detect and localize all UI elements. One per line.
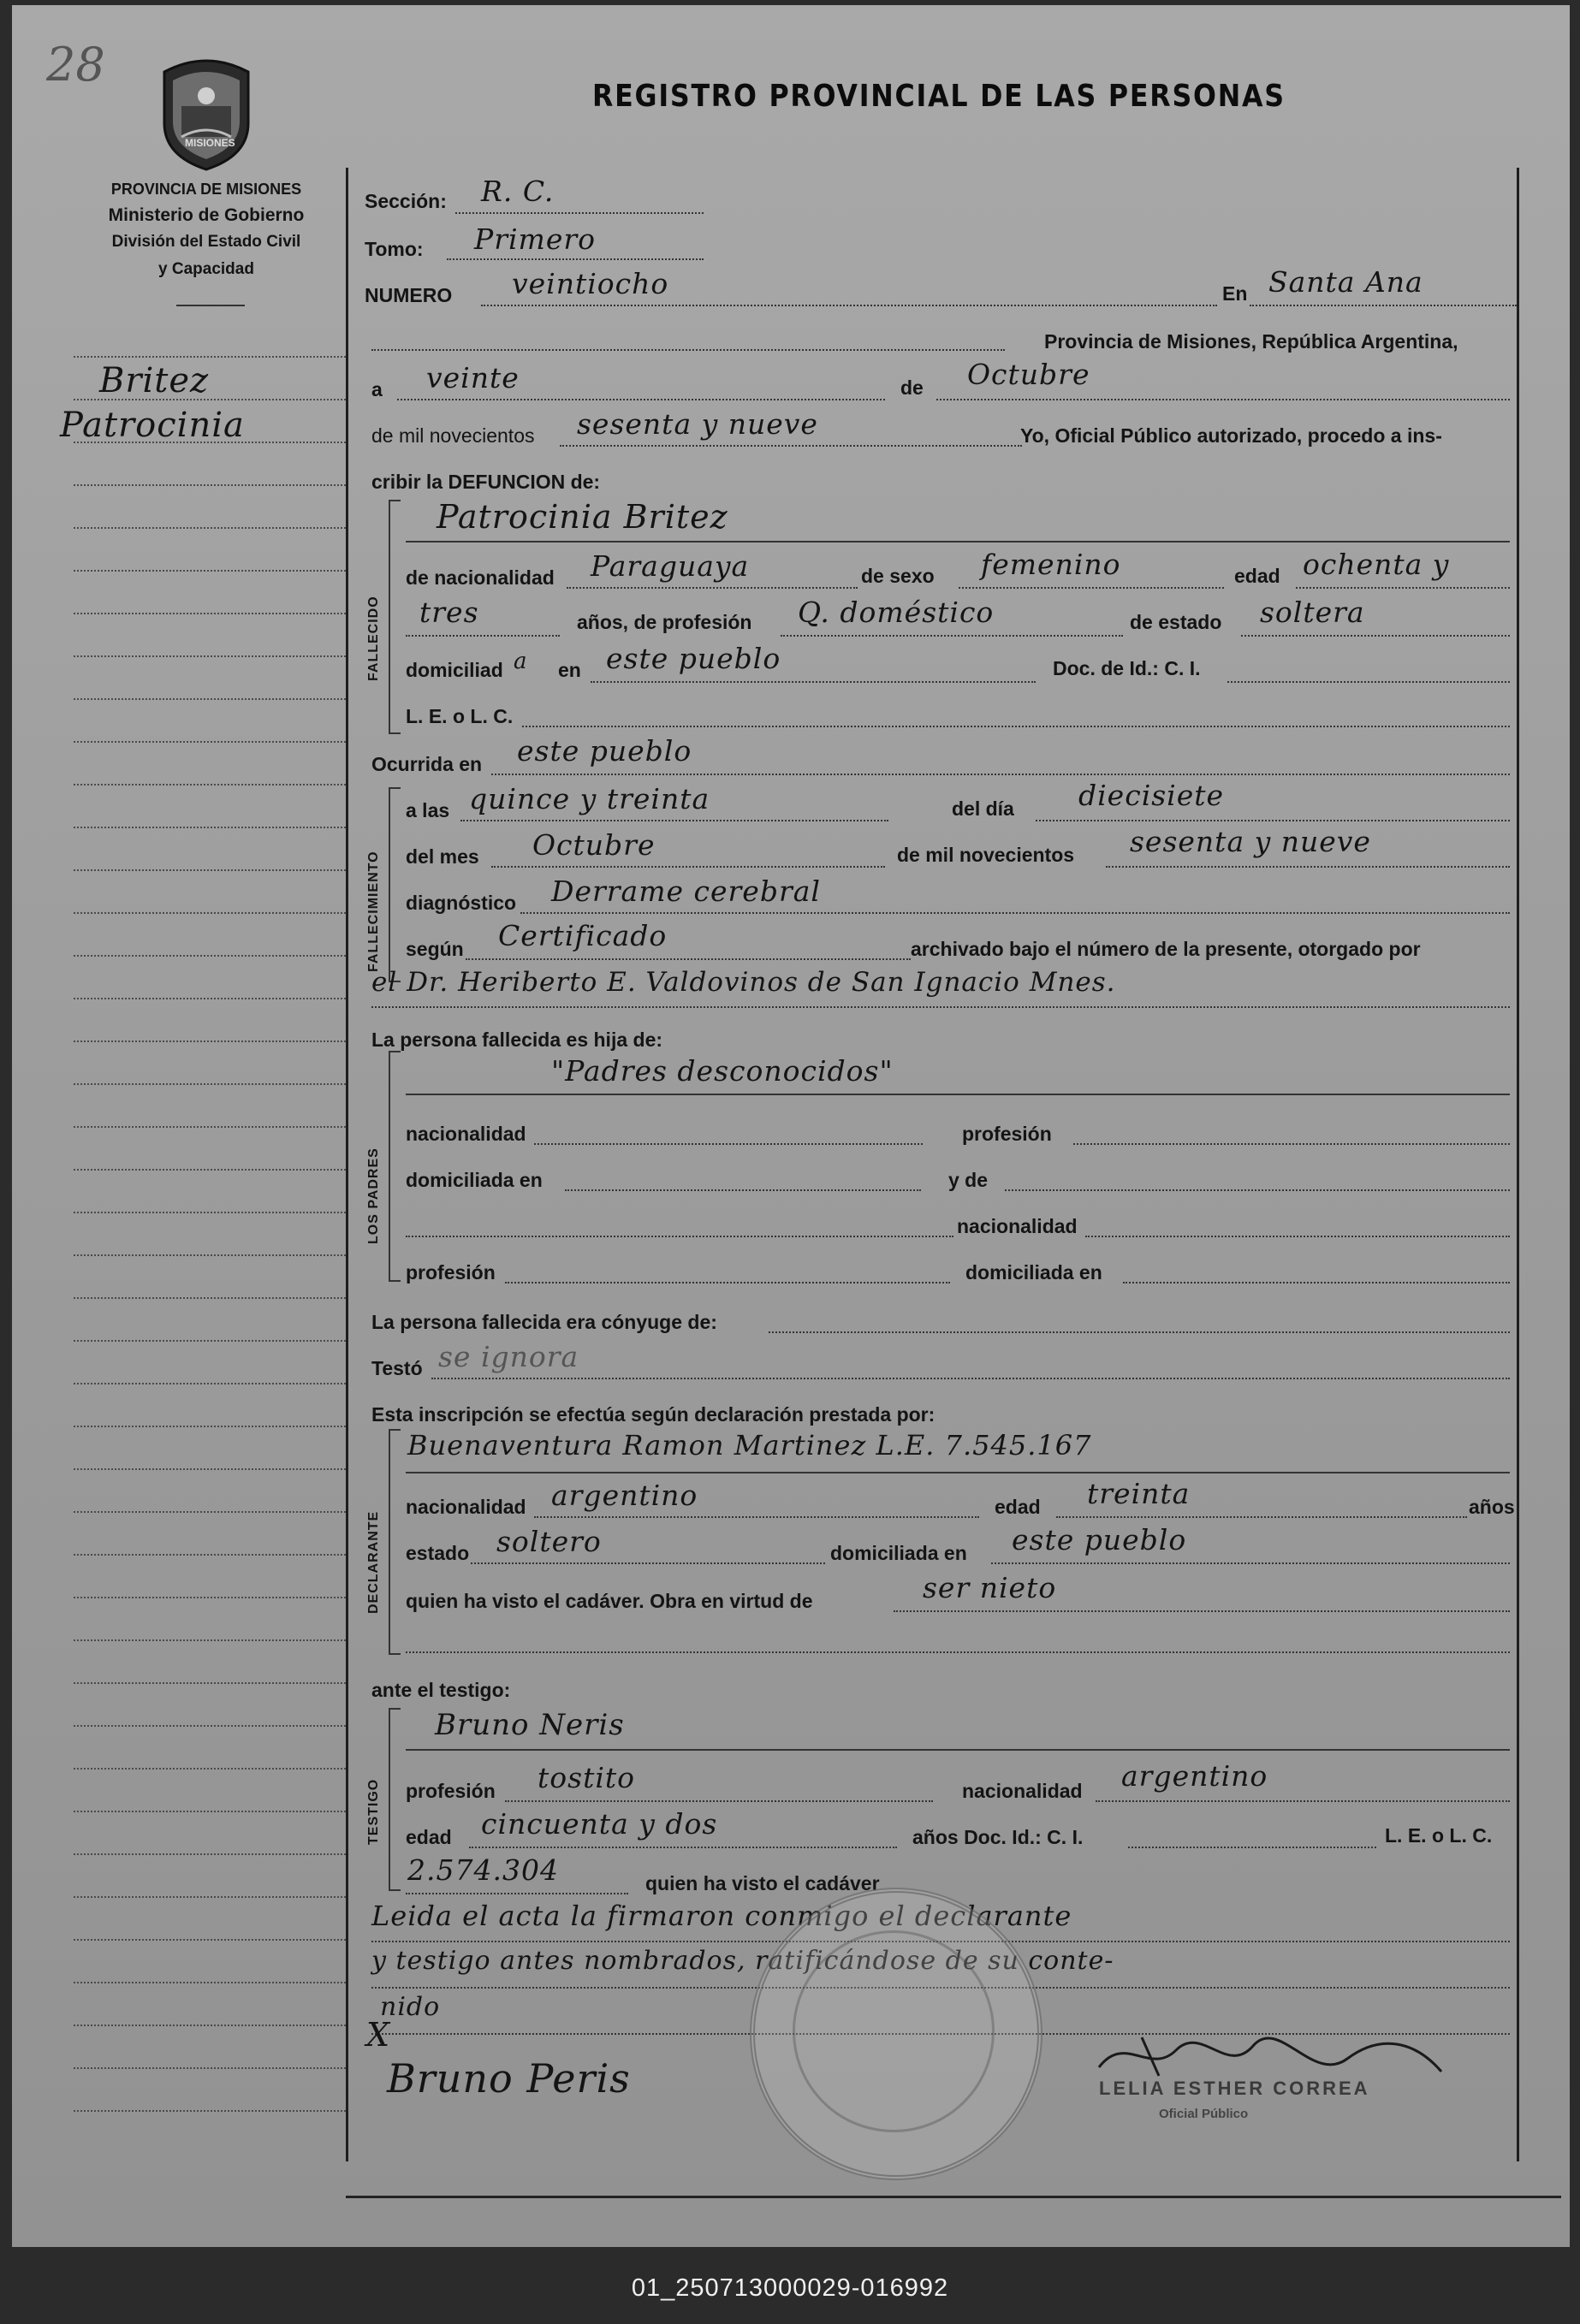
side-label-fallecimiento: FALLECIMIENTO <box>366 851 381 972</box>
value-diagnostico: Derrame cerebral <box>551 874 821 908</box>
label-archivado: archivado bajo el número de la presente, otorgado por <box>911 938 1421 960</box>
value-segun: Certificado <box>498 919 668 952</box>
label-cribir: cribir la DEFUNCION de: <box>371 471 601 493</box>
label-de-mil: de mil novecientos <box>371 424 535 447</box>
value-d-virtud: ser nieto <box>923 1571 1057 1604</box>
value-d-edad: treinta <box>1087 1477 1191 1510</box>
capacity-name: y Capacidad <box>158 260 254 278</box>
label-p-nacionalidad2: nacionalidad <box>957 1215 1078 1237</box>
value-t-edad: cincuenta y dos <box>481 1807 718 1841</box>
fallecido-bracket <box>389 500 401 734</box>
label-seccion: Sección: <box>365 190 447 212</box>
page-bottom-rule <box>346 2196 1561 2198</box>
label-a-las: a las <box>406 799 450 821</box>
side-label-declarante: DECLARANTE <box>366 1510 381 1614</box>
value-nacionalidad: Paraguaya <box>591 549 750 583</box>
label-ante-testigo: ante el testigo: <box>371 1679 511 1701</box>
label-d-domiciliada: domiciliada en <box>830 1542 967 1564</box>
value-domicilio: este pueblo <box>606 642 781 675</box>
label-d-anos: años <box>1469 1496 1515 1518</box>
label-p-domiciliada: domiciliada en <box>406 1169 543 1191</box>
closing-line-2: y testigo antes nombrados, ratificándose de su conte- <box>371 1946 1114 1976</box>
label-ocurrida: Ocurrida en <box>371 753 483 775</box>
page-number: 28 <box>46 38 105 92</box>
label-t-quien: quien ha visto el cadáver <box>645 1872 880 1894</box>
declarante-bracket <box>389 1429 401 1655</box>
label-t-nacionalidad: nacionalidad <box>962 1780 1083 1802</box>
value-mes: Octubre <box>967 358 1090 391</box>
signature-mark-x: X <box>366 2016 391 2054</box>
label-inscripcion: Esta inscripción se efectúa según declaración prestada por: <box>371 1403 936 1426</box>
value-domiciliado-suffix: a <box>514 649 528 674</box>
value-testigo: Bruno Neris <box>435 1708 625 1742</box>
label-hija-de: La persona fallecida es hija de: <box>371 1029 663 1051</box>
value-anio: sesenta y nueve <box>577 407 818 441</box>
province-emblem-icon <box>156 55 257 173</box>
value-estado: soltera <box>1260 596 1365 629</box>
value-edad2: tres <box>419 596 479 629</box>
side-label-testigo: TESTIGO <box>366 1778 381 1845</box>
value-t-profesion: tostito <box>538 1761 636 1794</box>
label-p-y-de: y de <box>948 1169 989 1191</box>
value-nombre: Patrocinia Britez <box>437 498 728 536</box>
document-page <box>12 5 1570 2247</box>
value-dia: veinte <box>426 361 520 394</box>
label-yo-oficial: Yo, Oficial Público autorizado, procedo a ins- <box>1020 424 1442 447</box>
label-sexo: de sexo <box>861 565 935 587</box>
stamp-role: Oficial Público <box>1159 2107 1249 2121</box>
label-a: a <box>371 378 383 400</box>
label-diagnostico: diagnóstico <box>406 892 517 914</box>
label-domiciliad: domiciliad <box>406 659 503 681</box>
value-d-domicilio: este pueblo <box>1012 1523 1187 1556</box>
label-t-profesion: profesión <box>406 1780 496 1802</box>
label-t-le-lc: L. E. o L. C. <box>1385 1824 1493 1847</box>
label-estado: de estado <box>1130 611 1222 633</box>
label-del-dia: del día <box>952 797 1014 820</box>
label-d-nacionalidad: nacionalidad <box>406 1496 526 1518</box>
label-segun: según <box>406 938 464 960</box>
label-d-estado: estado <box>406 1542 470 1564</box>
value-edad: ochenta y <box>1303 548 1450 581</box>
side-label-fallecido: FALLECIDO <box>366 596 381 681</box>
image-caption: 01_250713000029-016992 <box>631 2274 949 2302</box>
value-fall-anio: sesenta y nueve <box>1130 825 1371 858</box>
label-de: de <box>900 376 924 399</box>
signature-witness: Bruno Peris <box>387 2055 631 2102</box>
label-t-anos-doc: años Doc. Id.: C. I. <box>912 1826 1084 1848</box>
document-title: REGISTRO PROVINCIAL DE LAS PERSONAS <box>592 79 1286 114</box>
value-d-nacionalidad: argentino <box>551 1479 698 1512</box>
label-edad: edad <box>1234 565 1280 587</box>
value-hora: quince y treinta <box>469 782 710 815</box>
padres-bracket <box>389 1051 401 1282</box>
label-numero: NUMERO <box>365 284 453 306</box>
value-profesion: Q. doméstico <box>798 596 995 629</box>
value-tomo: Primero <box>474 222 596 256</box>
value-fall-mes: Octubre <box>532 828 656 862</box>
label-doc-id: Doc. de Id.: C. I. <box>1053 657 1201 679</box>
value-seccion: R. C. <box>481 175 555 208</box>
value-testo: se ignora <box>438 1340 579 1373</box>
label-p-profesion2: profesión <box>406 1261 496 1284</box>
header-divider <box>176 305 245 306</box>
value-d-estado: soltero <box>496 1525 602 1558</box>
official-seal-inner <box>793 1930 995 2132</box>
stamp-name: LELIA ESTHER CORREA <box>1099 2078 1370 2099</box>
value-t-nacionalidad: argentino <box>1121 1759 1268 1793</box>
division-name: División del Estado Civil <box>111 233 301 251</box>
label-d-quien: quien ha visto el cadáver. Obra en virtud de <box>406 1590 813 1612</box>
label-p-profesion: profesión <box>962 1123 1052 1145</box>
closing-line-1: Leida el acta la firmaron conmigo el declarante <box>371 1900 1072 1932</box>
testigo-bracket <box>389 1708 401 1891</box>
value-ocurrida: este pueblo <box>517 734 692 768</box>
value-numero: veintiocho <box>512 267 669 300</box>
label-en-l: en <box>558 659 581 681</box>
margin-surname: Britez <box>99 361 210 400</box>
label-d-edad: edad <box>995 1496 1041 1518</box>
value-declarante: Buenaventura Ramon Martinez L.E. 7.545.167 <box>407 1429 1092 1461</box>
fallecimiento-bracket <box>389 787 401 982</box>
value-padres: "Padres desconocidos" <box>551 1054 894 1088</box>
main-left-border <box>346 168 348 2161</box>
emblem-text: MISIONES <box>185 137 235 149</box>
label-p-domiciliada2: domiciliada en <box>965 1261 1102 1284</box>
label-anos-prof: años, de profesión <box>577 611 752 633</box>
value-en: Santa Ana <box>1268 265 1423 299</box>
ministry-name: Ministerio de Gobierno <box>108 205 305 225</box>
label-p-nacionalidad: nacionalidad <box>406 1123 526 1145</box>
value-t-doc: 2.574.304 <box>407 1853 559 1887</box>
side-label-los-padres: LOS PADRES <box>366 1147 381 1244</box>
label-le-lc: L. E. o L. C. <box>406 705 514 727</box>
main-right-border <box>1517 168 1519 2161</box>
label-nacionalidad: de nacionalidad <box>406 566 555 589</box>
label-conyuge: La persona fallecida era cónyuge de: <box>371 1311 717 1333</box>
label-en: En <box>1222 282 1248 305</box>
value-sexo: femenino <box>981 548 1121 581</box>
value-fall-dia: diecisiete <box>1078 779 1225 812</box>
label-provincia: Provincia de Misiones, República Argentina, <box>1044 330 1458 353</box>
margin-name: Patrocinia <box>60 406 245 445</box>
province-name: PROVINCIA DE MISIONES <box>110 181 302 198</box>
label-tomo: Tomo: <box>365 238 424 260</box>
label-de-mil2: de mil novecientos <box>897 844 1075 866</box>
label-del-mes: del mes <box>406 845 479 868</box>
label-t-edad: edad <box>406 1826 452 1848</box>
closing-line-3: nido <box>380 1992 441 2022</box>
value-otorgado: el Dr. Heriberto E. Valdovinos de San Ignacio Mnes. <box>371 967 1116 998</box>
label-testo: Testó <box>371 1357 423 1379</box>
